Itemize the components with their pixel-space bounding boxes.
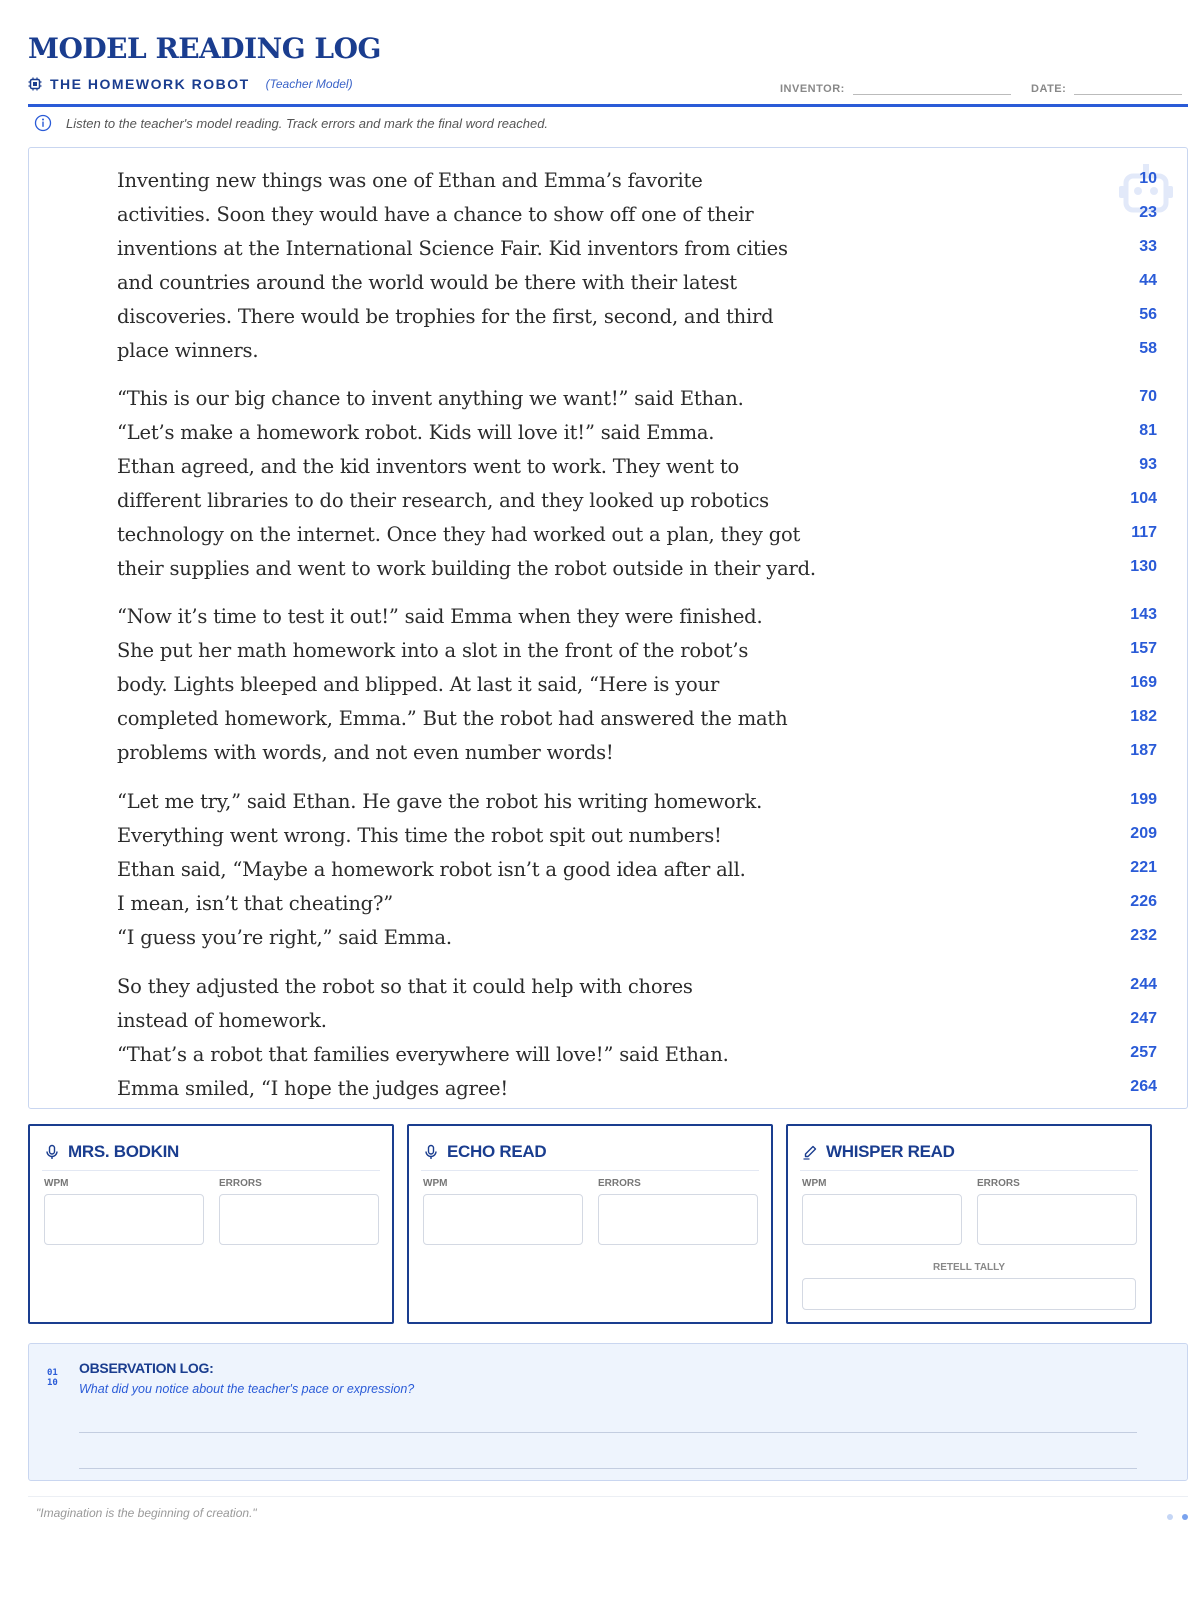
word-count: 33 <box>1139 238 1157 255</box>
word-count: 257 <box>1130 1044 1157 1061</box>
instruction-row <box>34 114 548 132</box>
reading-box-header <box>802 1142 955 1162</box>
word-count: 264 <box>1130 1078 1157 1095</box>
line-text: Everything went wrong. This time the robot spit out numbers! <box>117 824 722 847</box>
retell-tally-input[interactable] <box>802 1278 1136 1310</box>
errors-input[interactable] <box>219 1194 379 1245</box>
passage-line <box>117 785 1157 819</box>
passage-line <box>117 484 1157 518</box>
reading-box-whisper-read <box>786 1124 1152 1324</box>
line-text: “Let’s make a homework robot. Kids will love it!” said Emma. <box>117 421 715 444</box>
header-divider <box>28 104 1188 107</box>
line-text: discoveries. There would be trophies for the first, second, and third <box>117 305 774 328</box>
svg-text:01: 01 <box>47 1368 58 1378</box>
passage-line <box>117 232 1157 266</box>
word-count: 226 <box>1130 893 1157 910</box>
subtitle-row <box>28 74 353 94</box>
passage-line <box>117 819 1157 853</box>
microphone-icon <box>44 1144 60 1160</box>
line-text: Ethan agreed, and the kid inventors went to work. They went to <box>117 455 740 478</box>
word-count: 10 <box>1139 170 1157 187</box>
passage-line <box>117 1072 1157 1106</box>
wpm-label: WPM <box>423 1178 448 1189</box>
line-text: She put her math homework into a slot in the front of the robot’s <box>117 639 749 662</box>
reading-box-title: MRS. BODKIN <box>68 1142 179 1161</box>
line-text: their supplies and went to work building the robot outside in their yard. <box>117 557 816 580</box>
passage-line <box>117 921 1157 955</box>
passage-line <box>117 600 1157 634</box>
date-label: DATE: <box>1031 83 1067 95</box>
wpm-label: WPM <box>44 1178 69 1189</box>
date-field[interactable] <box>1031 80 1182 95</box>
passage-line <box>117 736 1157 770</box>
line-text: So they adjusted the robot so that it could help with chores <box>117 975 693 998</box>
passage-line <box>117 634 1157 668</box>
paragraph-5 <box>117 970 1157 1106</box>
inventor-label: INVENTOR: <box>780 83 845 95</box>
wpm-input[interactable] <box>44 1194 204 1245</box>
word-count: 44 <box>1139 272 1157 289</box>
wpm-input[interactable] <box>802 1194 962 1245</box>
reading-box-header <box>44 1142 179 1162</box>
observation-writing-line[interactable] <box>79 1468 1137 1469</box>
reading-box-title: WHISPER READ <box>826 1142 955 1161</box>
errors-input[interactable] <box>598 1194 758 1245</box>
word-count: 232 <box>1130 927 1157 944</box>
line-text: body. Lights bleeped and blipped. At last it said, “Here is your <box>117 673 720 696</box>
paragraph-3 <box>117 600 1157 770</box>
word-count: 182 <box>1130 708 1157 725</box>
reading-box-divider <box>42 1170 380 1171</box>
reading-box-mrs-bodkin <box>28 1124 394 1324</box>
inventor-field[interactable] <box>780 80 1011 95</box>
passage-variant: (Teacher Model) <box>265 77 353 91</box>
line-text: different libraries to do their research, and they looked up robotics <box>117 489 769 512</box>
word-count: 209 <box>1130 825 1157 842</box>
passage-line <box>117 382 1157 416</box>
passage-line <box>117 266 1157 300</box>
word-count: 93 <box>1139 456 1157 473</box>
passage-line <box>117 970 1157 1004</box>
passage-line <box>117 450 1157 484</box>
word-count: 70 <box>1139 388 1157 405</box>
line-text: instead of homework. <box>117 1009 327 1032</box>
observation-writing-line[interactable] <box>79 1432 1137 1433</box>
word-count: 244 <box>1130 976 1157 993</box>
passage-line <box>117 1004 1157 1038</box>
retell-tally-label: RETELL TALLY <box>932 1262 1006 1273</box>
footer-dot-icon <box>1182 1514 1188 1520</box>
line-text: “I guess you’re right,” said Emma. <box>117 926 452 949</box>
passage-line <box>117 668 1157 702</box>
observation-title: OBSERVATION LOG: <box>79 1360 214 1376</box>
passage-line <box>117 552 1157 586</box>
date-input-line[interactable] <box>1074 80 1182 95</box>
wpm-input[interactable] <box>423 1194 583 1245</box>
paragraph-4 <box>117 785 1157 955</box>
line-text: completed homework, Emma.” But the robot had answered the math <box>117 707 788 730</box>
passage-title: THE HOMEWORK ROBOT <box>50 76 250 92</box>
passage-line <box>117 416 1157 450</box>
line-text: and countries around the world would be there with their latest <box>117 271 737 294</box>
passage-panel <box>28 147 1188 1109</box>
wpm-label: WPM <box>802 1178 827 1189</box>
line-text: problems with words, and not even number words! <box>117 741 614 764</box>
passage-line <box>117 198 1157 232</box>
word-count: 143 <box>1130 606 1157 623</box>
passage-line <box>117 334 1157 368</box>
word-count: 221 <box>1130 859 1157 876</box>
word-count: 23 <box>1139 204 1157 221</box>
footer-divider <box>28 1496 1188 1497</box>
passage-line <box>117 300 1157 334</box>
footer-dot-icon <box>1167 1514 1173 1520</box>
line-text: technology on the internet. Once they had worked out a plan, they got <box>117 523 801 546</box>
word-count: 130 <box>1130 558 1157 575</box>
word-count: 58 <box>1139 340 1157 357</box>
line-text: “Now it’s time to test it out!” said Emma when they were finished. <box>117 605 763 628</box>
page-title: MODEL READING LOG <box>28 32 381 65</box>
passage-line <box>117 853 1157 887</box>
word-count: 56 <box>1139 306 1157 323</box>
footer-dots <box>1167 1514 1188 1520</box>
word-count: 157 <box>1130 640 1157 657</box>
observation-log-panel <box>28 1343 1188 1481</box>
word-count: 169 <box>1130 674 1157 691</box>
reading-box-header <box>423 1142 546 1162</box>
pen-icon <box>802 1144 818 1160</box>
reading-box-echo-read <box>407 1124 773 1324</box>
reading-box-divider <box>800 1170 1138 1171</box>
observation-prompt: What did you notice about the teacher's pace or expression? <box>79 1382 415 1396</box>
passage-line <box>117 1038 1157 1072</box>
passage-line <box>117 518 1157 552</box>
line-text: Inventing new things was one of Ethan and Emma’s favorite <box>117 169 703 192</box>
line-text: “That’s a robot that families everywhere will love!” said Ethan. <box>117 1043 729 1066</box>
svg-text:10: 10 <box>47 1378 58 1388</box>
passage-line <box>117 164 1157 198</box>
errors-label: ERRORS <box>977 1178 1020 1189</box>
reading-box-divider <box>421 1170 759 1171</box>
errors-label: ERRORS <box>598 1178 641 1189</box>
paragraph-2 <box>117 382 1157 586</box>
inventor-input-line[interactable] <box>853 80 1011 95</box>
info-icon <box>34 114 52 132</box>
errors-label: ERRORS <box>219 1178 262 1189</box>
word-count: 247 <box>1130 1010 1157 1027</box>
instruction-text: Listen to the teacher's model reading. Track errors and mark the final word reached. <box>66 115 549 131</box>
footer-quote: "Imagination is the beginning of creation." <box>36 1506 257 1520</box>
passage-line <box>117 887 1157 921</box>
line-text: Emma smiled, “I hope the judges agree! <box>117 1077 509 1100</box>
word-count: 117 <box>1131 524 1157 541</box>
word-count: 187 <box>1130 742 1157 759</box>
binary-icon <box>47 1366 63 1388</box>
line-text: “Let me try,” said Ethan. He gave the robot his writing homework. <box>117 790 763 813</box>
line-text: inventions at the International Science Fair. Kid inventors from cities <box>117 237 788 260</box>
line-text: “This is our big chance to invent anything we want!” said Ethan. <box>117 387 744 410</box>
line-text: activities. Soon they would have a chance to show off one of their <box>117 203 754 226</box>
chip-icon <box>28 77 42 91</box>
word-count: 104 <box>1130 490 1157 507</box>
microphone-icon <box>423 1144 439 1160</box>
errors-input[interactable] <box>977 1194 1137 1245</box>
reading-box-title: ECHO READ <box>447 1142 547 1161</box>
word-count: 199 <box>1130 791 1157 808</box>
line-text: Ethan said, “Maybe a homework robot isn’t a good idea after all. <box>117 858 746 881</box>
line-text: place winners. <box>117 339 259 362</box>
reading-log-page <box>28 0 1188 1600</box>
line-text: I mean, isn’t that cheating?” <box>117 892 393 915</box>
paragraph-1 <box>117 164 1157 368</box>
passage-line <box>117 702 1157 736</box>
word-count: 81 <box>1139 422 1157 439</box>
